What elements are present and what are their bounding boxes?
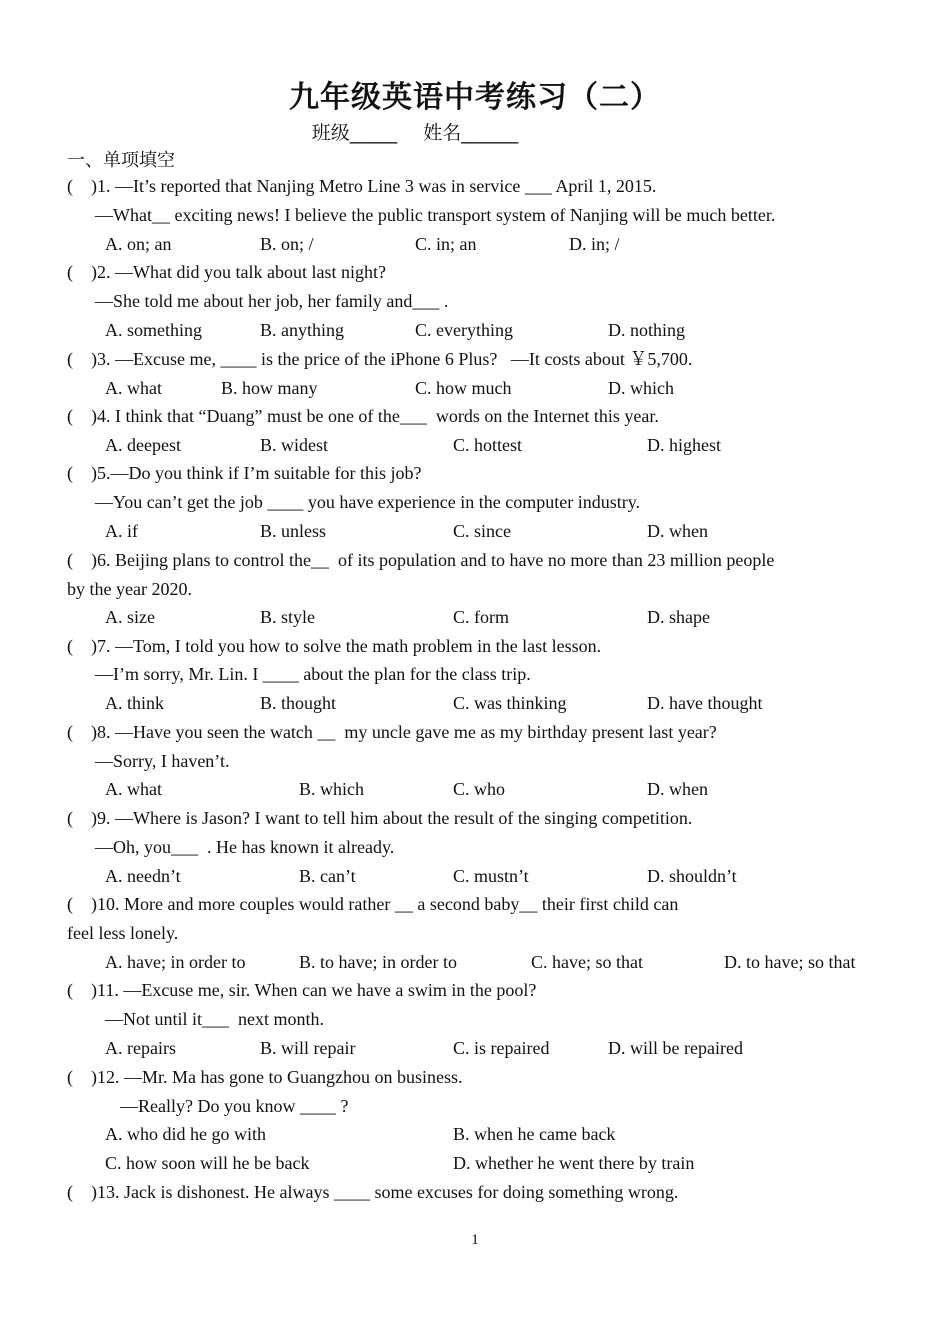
question-2-option-d: D. nothing (608, 320, 686, 340)
section-title: 一、单项填空 (67, 150, 175, 171)
question-11-option-d: D. will be repaired (608, 1038, 743, 1058)
question-9-option-d: D. shouldn’t (647, 866, 737, 886)
page-title: 九年级英语中考练习（二） (289, 80, 661, 115)
question-5-option-a: A. if (105, 521, 138, 541)
question-4-stem: ( )4. I think that “Duang” must be one of the___ words on the Internet this year. (67, 406, 659, 426)
question-11-stem: ( )11. —Excuse me, sir. When can we have a swim in the pool? (67, 980, 537, 1000)
question-3-option-b: B. how many (221, 378, 318, 398)
class-field-label: 班级_____ (311, 122, 398, 144)
question-10-option-b: B. to have; in order to (299, 952, 457, 972)
question-8-stem: ( )8. —Have you seen the watch __ my uncle gave me as my birthday present last year? (67, 722, 717, 742)
question-1-option-b: B. on; / (260, 234, 314, 254)
question-9-reply: —Oh, you___ . He has known it already. (95, 837, 395, 857)
question-10-stem: ( )10. More and more couples would rather __ a second baby__ their first child can (67, 894, 679, 914)
question-1-stem: ( )1. —It’s reported that Nanjing Metro Line 3 was in service ___ April 1, 2015. (67, 176, 657, 196)
question-12-option-c: C. how soon will he be back (105, 1153, 310, 1173)
question-6-option-d: D. shape (647, 607, 710, 627)
question-11-option-b: B. will repair (260, 1038, 356, 1058)
question-11-option-c: C. is repaired (453, 1038, 550, 1058)
question-11-option-a: A. repairs (105, 1038, 176, 1058)
question-2-option-a: A. something (105, 320, 202, 340)
question-3-option-d: D. which (608, 378, 674, 398)
question-4-option-c: C. hottest (453, 435, 523, 455)
question-8-reply: —Sorry, I haven’t. (95, 751, 230, 771)
question-1-option-a: A. on; an (105, 234, 172, 254)
question-10-option-c: C. have; so that (531, 952, 643, 972)
question-9-option-c: C. mustn’t (453, 866, 529, 886)
question-10-option-a: A. have; in order to (105, 952, 246, 972)
question-12-option-a: A. who did he go with (105, 1124, 266, 1144)
question-7-option-c: C. was thinking (453, 693, 567, 713)
question-6-stem: ( )6. Beijing plans to control the__ of its population and to have no more than 23 million people (67, 550, 775, 570)
question-5-option-d: D. when (647, 521, 708, 541)
question-2-option-b: B. anything (260, 320, 344, 340)
question-12-option-b: B. when he came back (453, 1124, 616, 1144)
student-info (0, 118, 830, 145)
question-7-reply: —I’m sorry, Mr. Lin. I ____ about the plan for the class trip. (95, 664, 531, 684)
question-2-stem: ( )2. —What did you talk about last night? (67, 262, 386, 282)
question-6-option-b: B. style (260, 607, 316, 627)
question-10-option-d: D. to have; so that (724, 952, 856, 972)
question-7-option-b: B. thought (260, 693, 337, 713)
question-3-option-a: A. what (105, 378, 162, 398)
question-7-stem: ( )7. —Tom, I told you how to solve the math problem in the last lesson. (67, 636, 602, 656)
question-4-option-a: A. deepest (105, 435, 181, 455)
question-5-option-b: B. unless (260, 521, 327, 541)
question-9-stem: ( )9. —Where is Jason? I want to tell him about the result of the singing competition. (67, 808, 693, 828)
question-8-option-d: D. when (647, 779, 708, 799)
question-1-reply: —What__ exciting news! I believe the public transport system of Nanjing will be much better. (95, 205, 776, 225)
question-8-option-b: B. which (299, 779, 364, 799)
question-6-option-c: C. form (453, 607, 509, 627)
question-5-reply: —You can’t get the job ____ you have experience in the computer industry. (95, 492, 641, 512)
question-2-option-c: C. everything (415, 320, 513, 340)
question-8-option-a: A. what (105, 779, 162, 799)
question-6-continued: by the year 2020. (67, 579, 192, 599)
page-number: 1 (471, 1232, 479, 1248)
question-2-reply: —She told me about her job, her family and___ . (95, 291, 449, 311)
question-13-stem: ( )13. Jack is dishonest. He always ____ some excuses for doing something wrong. (67, 1182, 679, 1202)
question-12-stem: ( )12. —Mr. Ma has gone to Guangzhou on business. (67, 1067, 463, 1087)
question-8-option-c: C. who (453, 779, 506, 799)
question-1-option-d: D. in; / (569, 234, 620, 254)
question-7-option-a: A. think (105, 693, 165, 713)
question-12-reply: —Really? Do you know ____ ? (120, 1096, 349, 1116)
question-7-option-d: D. have thought (647, 693, 763, 713)
question-3-stem: ( )3. —Excuse me, ____ is the price of the iPhone 6 Plus? —It costs about ￥5,700. (67, 349, 693, 369)
question-5-stem: ( )5.—Do you think if I’m suitable for this job? (67, 463, 422, 483)
question-5-option-c: C. since (453, 521, 511, 541)
question-4-option-d: D. highest (647, 435, 721, 455)
question-9-option-b: B. can’t (299, 866, 356, 886)
question-3-option-c: C. how much (415, 378, 512, 398)
question-4-option-b: B. widest (260, 435, 329, 455)
question-1-option-c: C. in; an (415, 234, 477, 254)
question-9-option-a: A. needn’t (105, 866, 181, 886)
question-10-continued: feel less lonely. (67, 923, 179, 943)
question-6-option-a: A. size (105, 607, 155, 627)
question-11-reply: —Not until it___ next month. (105, 1009, 324, 1029)
name-field-label: 姓名______ (423, 122, 519, 144)
question-12-option-d: D. whether he went there by train (453, 1153, 695, 1173)
